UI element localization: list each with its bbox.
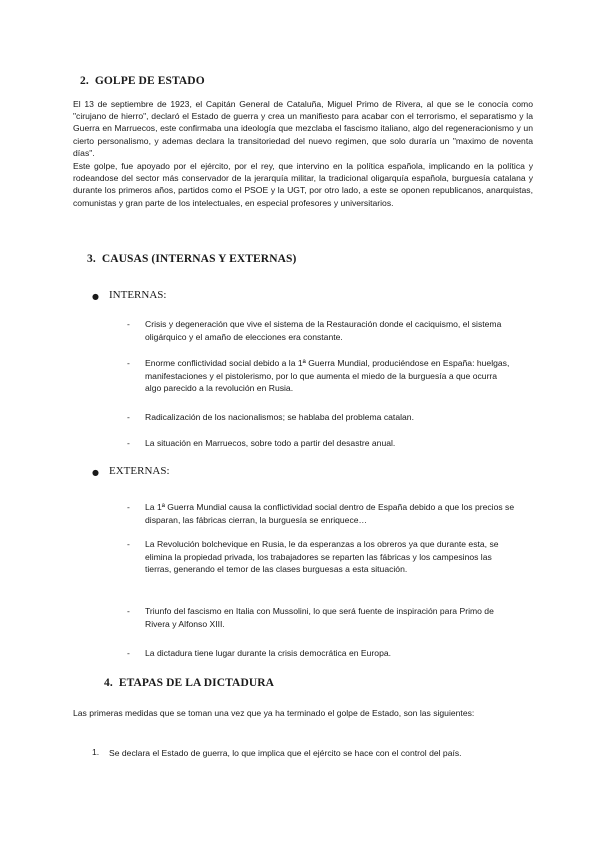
bullet-icon: ● [92, 468, 99, 477]
ordered-list-number: 1. [92, 747, 100, 757]
section-4-number: 4. [104, 677, 113, 689]
section-2-paragraph-1: El 13 de septiembre de 1923, el Capitán General de Cataluña, Miguel Primo de Rivera, al que se le conocía como "cirujano de hierro", declaró el Estado de guerra y crea un manifiesto para acabar con el terrorismo, el separatismo y la Guerra en Marruecos, este confirmaba una ideología que mezclaba el fascismo italiano, algo del regeneracionismo y un cierto personalismo, y ademas declara la transitoriedad del nuevo regimen, que solo duraría un "maximo de noventa días". [73, 99, 533, 158]
externas-item-4: La dictadura tiene lugar durante la crisis democrática en Europa. [145, 648, 392, 658]
internas-item-2: Enorme conflictividad social debido a la 1ª Guerra Mundial, produciéndose en España: huelgas, manifestaciones y el pistolerismo, por lo que aumenta el miedo de la burguesía a que ocurra algo parecido a la revolución en Rusia. [145, 358, 510, 394]
bullet-icon: ● [92, 292, 99, 301]
section-2-heading [80, 75, 205, 87]
section-2-title: GOLPE DE ESTADO [94, 75, 205, 87]
section-3-heading [87, 253, 296, 265]
dash-icon: - [127, 539, 130, 549]
section-3-title: CAUSAS (INTERNAS Y EXTERNAS) [101, 253, 297, 265]
externas-label: EXTERNAS: [109, 465, 170, 477]
dash-icon: - [127, 502, 130, 512]
internas-label: INTERNAS: [109, 289, 167, 301]
section-4-title: ETAPAS DE LA DICTADURA [118, 677, 275, 689]
dash-icon: - [127, 438, 130, 448]
externas-item-3: Triunfo del fascismo en Italia con Mussolini, lo que será fuente de inspiración para Primo de Rivera y Alfonso XIII. [145, 606, 494, 629]
internas-item-1: Crisis y degeneración que vive el sistema de la Restauración donde el caciquismo, el sistema oligárquico y el amaño de elecciones era constante. [145, 319, 502, 342]
externas-item-2: La Revolución bolchevique en Rusia, le da esperanzas a los obreros ya que durante esta, se elimina la propiedad privada, los trabajadores se reparten las fábricas y los campesinos las tierras, generando el temor de las clases burguesas a esta situación. [145, 539, 499, 575]
dash-icon: - [127, 319, 130, 329]
section-2-number: 2. [80, 75, 89, 87]
dash-icon: - [127, 648, 130, 658]
internas-item-4: La situación en Marruecos, sobre todo a partir del desastre anual. [145, 438, 396, 448]
section-2-paragraph-2: Este golpe, fue apoyado por el ejército, por el rey, que intervino en la política española, implicando en la política y rodeandose del sector más conservador de la jerarquía militar, la tradicional oligarquía española, burguesía catalana y durante los primeros años, partidos como el PSOE y la UGT, por otro lado, a este se oponen republicanos, anarquistas, comunistas y gran parte de los intelectuales, en especial profesores y universitarios. [73, 161, 533, 208]
section-4-intro: Las primeras medidas que se toman una vez que ya ha terminado el golpe de Estado, son las siguientes: [73, 708, 475, 718]
internas-item-3: Radicalización de los nacionalismos; se hablaba del problema catalan. [145, 412, 414, 422]
section-4-heading [104, 677, 274, 689]
section-3-number: 3. [87, 253, 96, 265]
dash-icon: - [127, 606, 130, 616]
dash-icon: - [127, 412, 130, 422]
dash-icon: - [127, 358, 130, 368]
externas-item-1: La 1ª Guerra Mundial causa la conflictividad social dentro de España debido a que los precios se disparan, las fábricas cierran, la burguesía se enriquece… [145, 502, 515, 525]
ordered-list-item-1: Se declara el Estado de guerra, lo que implica que el ejército se hace con el control del país. [109, 748, 462, 758]
